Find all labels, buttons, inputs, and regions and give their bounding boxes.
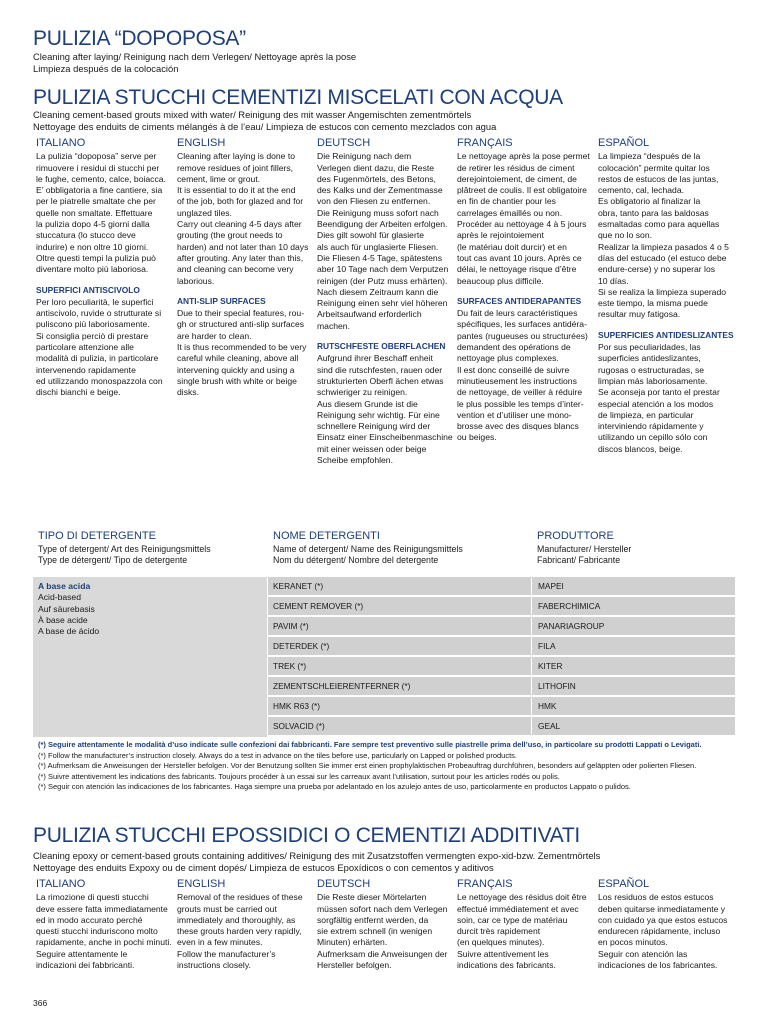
column-subheading: SUPERFICIES ANTIDESLIZANTES (598, 329, 734, 340)
detergent-name: KERANET (*) (273, 581, 324, 591)
table-header-type (38, 531, 211, 567)
section-dopoposa-subtitle-2: Limpieza después de la colocación (33, 63, 179, 74)
detergent-type-label: A base acida (38, 581, 91, 591)
table-header-translation: Fabricant/ Fabricante (537, 555, 621, 565)
column-subheading: ANTI-SLIP SURFACES (177, 295, 266, 306)
column-paragraph: Du fait de leurs caractéristiques spécifiques, les surfaces antidéra- pantes (rugueuses ou structurées) demandent des opérations de nettoyage plus complexes. Il est donc conseillé de suivre minutieusement les instructions de nettoyage, de veiller à réduire le plus possible les temps d’inter- vention et d’utiliser une mono- brosse avec des disques blancs ou beiges. (457, 308, 588, 443)
column-language-label: ENGLISH (177, 878, 226, 890)
table-header-translation: Type de détergent/ Tipo de detergente (38, 555, 188, 565)
column-paragraph: Le nettoyage après la pose permet de retirer les résidus de ciment derejointoiement, de ciment, de plâtreet de coulis. Il est obligatoire en fin de chantier pour les carrelages émaillés ou non. Procéder au nettoyage 4 à 5 jours après le rejointoiement (le matériau doit durcir) et en tout cas avant 10 jours. Après ce délai, le nettoyage risque d’être beaucoup plus difficile. (457, 151, 590, 286)
table-row (268, 597, 735, 615)
column-italiano-epoxy (36, 879, 174, 971)
table-header-title: TIPO DI DETERGENTE (38, 530, 156, 542)
detergent-name: PAVIM (*) (273, 621, 309, 631)
footnote-english: (*) Follow the manufacturer’s instruction closely. Always do a test in advance on the tiles before use, particularly on Lapped or polished products. (38, 750, 518, 760)
table-row (268, 717, 735, 735)
section-dopoposa-title: PULIZIA “DOPOPOSA” (33, 27, 246, 50)
section-cement-grout-subtitle-1: Cleaning cement-based grouts mixed with water/ Reinigung des mit wasser Angemischten zementmörtels (33, 109, 472, 120)
detergent-manufacturer: KITER (538, 661, 563, 671)
column-language-label: ENGLISH (177, 137, 226, 149)
table-column-divider (531, 577, 532, 737)
section-epoxy-grout-subtitle-2: Nettoyage des enduits Expoxy ou de ciment dopés/ Limpieza de estucos Epoxídicos o con cementos y aditivos (33, 862, 494, 873)
detergent-manufacturer: GEAL (538, 721, 561, 731)
footnote-french: (*) Suivre attentivement les indications des fabricants. Toujours procéder à un essai sur les carreaux avant l’utilisation, surtout pour les articles rodés ou polis. (38, 771, 560, 781)
column-english (177, 138, 313, 399)
column-language-label: ITALIANO (36, 878, 86, 890)
table-row (268, 697, 735, 715)
column-deutsch-epoxy (317, 879, 453, 971)
section-epoxy-grout-title: PULIZIA STUCCHI EPOSSIDICI O CEMENTIZI ADDITIVATI (33, 824, 580, 847)
table-row (268, 637, 735, 655)
column-english-epoxy (177, 879, 313, 971)
column-language-label: ITALIANO (36, 137, 86, 149)
detergent-name: HMK R63 (*) (273, 701, 321, 711)
column-espanol-epoxy (598, 879, 748, 971)
table-header-translation: Type of detergent/ Art des Reinigungsmittels (38, 543, 211, 554)
detergent-type-text (38, 581, 99, 637)
column-paragraph: Due to their special features, rou- gh or structured anti-slip surfaces are harder to clean. It is thus recommended to be very careful while cleaning, above all intervening quickly and using a single brush with white or beige disks. (177, 308, 307, 398)
footnote-spanish: (*) Seguir con atención las indicaciones de los fabricantes. Haga siempre una prueba por adelantado en los azulejo antes de uso, particolarmente en productos Lappato o pulidos. (38, 782, 631, 791)
table-row (268, 657, 735, 675)
column-subheading: RUTSCHFESTE OBERFLACHEN (317, 341, 446, 352)
column-paragraph: La rimozione di questi stucchi deve essere fatta immediatamente ed in modo accurato perché questi stucchi induriscono molto rapidamente, anche in pochi minuti. Seguire attentamente le indicazioni dei fabbricanti. (36, 892, 172, 971)
detergent-name: DETERDEK (*) (273, 641, 330, 651)
column-paragraph: Removal of the residues of these grouts must be carried out immediately and thoroughly, as these grouts harden very rapidly, even in a few minutes. Follow the manufacturer’s instructions closely. (177, 892, 303, 971)
column-paragraph: Die Reinigung nach dem Verlegen dient dazu, die Reste des Fugenmörtels, des Betons, des Kalks und der Zementmasse von den Fliesen zu entfernen. Die Reinigung muss sofort nach Beendigung der Arbeiten erfolgen. Dies gilt sowohl für glasierte als auch für unglasierte Fliesen. Die Fliesen 4-5 Tage, spätestens aber 10 Tage nach dem Verputzen reinigen (der Putz muss erhärten). Nach diesem Zeitraum kann die Reinigung einen sehr viel höheren Arbeitsaufwand erforderlich machen. (317, 151, 449, 331)
section-dopoposa-subtitle-1: Cleaning after laying/ Reinigung nach dem Verlegen/ Nettoyage après la pose (33, 51, 357, 62)
detergent-name: ZEMENTSCHLEIERENTFERNER (*) (273, 681, 411, 691)
table-header-title: NOME DETERGENTI (273, 530, 380, 542)
table-footnotes (38, 740, 738, 793)
page-number: 366 (33, 998, 48, 1008)
table-row (268, 617, 735, 635)
column-paragraph: Aufgrund ihrer Beschaff enheit sind die rutschfesten, rauen oder strukturierten Oberfl ächen etwas schwieriger zu reinigen. Aus diesem Grunde ist die Reinigung sehr wichtig. Für eine schnellere Reinigung wird der Einsatz einer Einscheibenmaschine mit einer weissen oder beige Scheibe empfohlen. (317, 353, 453, 466)
detergent-name: CEMENT REMOVER (*) (273, 601, 364, 611)
table-row (268, 577, 735, 595)
column-language-label: ESPAÑOL (598, 137, 650, 149)
column-paragraph: La pulizia “dopoposa” serve per rimuovere i residui di stucchi per le fughe, cemento, calce, boiacca. E’ obbligatoria a fine cantiere, sia per le piatrelle smaltate che per quelle non smaltate. Effettuare la pulizia dopo 4-5 giorni dalla stuccatura (lo stucco deve indurire) e non oltre 10 giorni. Oltre questi tempi la pulizia può diventare molto più laboriosa. (36, 151, 166, 275)
column-paragraph: Los residuos de estos estucos deben quitarse inmediatamente y con cuidado ya que estos estucos endurecen rápidamente, incluso en pocos minutos. Seguir con atención las indicaciones de los fabricantes. (598, 892, 728, 971)
column-language-label: DEUTSCH (317, 137, 371, 149)
section-cement-grout-title: PULIZIA STUCCHI CEMENTIZI MISCELATI CON ACQUA (33, 86, 563, 109)
column-paragraph: Cleaning after laying is done to remove residues of joint fillers, cement, lime or grout. It is essential to do it at the end of the job, both for glazed and for unglazed tiles. Carry out cleaning 4-5 days after grouting (the grout needs to harden) and not later than 10 days after grouting. Any later than this, and cleaning can become very laborious. (177, 151, 309, 286)
detergent-manufacturer: LITHOFIN (538, 681, 576, 691)
footnote-italian: (*) Seguire attentamente le modalità d’uso indicate sulle confezioni dai fabbricanti. Fare sempre test preventivo sulle piastrelle prima dell’uso, in particolare su prodotti Lappati o Levigati. (38, 740, 702, 749)
detergent-type-cell (33, 577, 267, 737)
table-row (268, 677, 735, 695)
table-header-title: PRODUTTORE (537, 530, 614, 542)
detergent-name: TREK (*) (273, 661, 307, 671)
detergent-manufacturer: FABERCHIMICA (538, 601, 601, 611)
column-francais-epoxy (457, 879, 595, 971)
column-italiano (36, 138, 172, 399)
table-header-translation: Manufacturer/ Hersteller (537, 543, 632, 554)
detergent-manufacturer: MAPEI (538, 581, 564, 591)
column-deutsch (317, 138, 453, 466)
column-paragraph: Por sus peculiaridades, las superficies antideslizantes, rugosas o estructuradas, se limpian más laboriosamente. Se aconseja por tanto el prestar especial atención a los modos de limpieza, en particular interviniendo rápidamente y utilizando un cepillo sólo con discos blancos, beige. (598, 342, 720, 454)
detergent-manufacturer: HMK (538, 701, 557, 711)
section-cement-grout-subtitle-2: Nettoyage des enduits de ciments mélangés à de l’eau/ Limpieza de estucos con cemento mezclados con agua (33, 121, 497, 132)
column-subheading: SUPERFICI ANTISCIVOLO (36, 284, 140, 295)
table-header-name (273, 531, 463, 567)
table-header-manufacturer (537, 531, 631, 567)
section-epoxy-grout-subtitle-1: Cleaning epoxy or cement-based grouts containing additives/ Reinigung des mit Zusatzstoffen vermengten expo-xid-bzw. Zementmörtels (33, 850, 601, 861)
detergent-type-translations: Acid-based Auf säurebasis À base acide A base de ácido (38, 592, 100, 637)
column-paragraph: La limpieza “después de la colocación” permite quitar los restos de estucos de las juntas, cemento, cal, lechada. Es obligatorio al finalizar la obra, tanto para las baldosas esmaltadas como para aquellas que no lo son. Realizar la limpieza pasados 4 o 5 días del estucado (el estuco debe endure-cerse) y no superar los 10 días. Si se realiza la limpieza superado este tiempo, la misma puede resultar muy fatigosa. (598, 151, 729, 320)
column-paragraph: Die Reste dieser Mörtelarten müssen sofort nach dem Verlegen sorgfältig entfernt werden, da sie extrem schnell (in wenigen Minuten) erhärten. Aufmerksam die Anweisungen der Hersteller befolgen. (317, 892, 448, 971)
column-paragraph: Le nettoyage des résidus doit être effectué immédiatement et avec soin, car ce type de matériau durcit très rapidement (en quelques minutes). Suivre attentivement les indications des fabricants. (457, 892, 587, 971)
column-francais (457, 138, 595, 444)
column-paragraph: Per loro peculiarità, le superfici antiscivolo, ruvide o strutturate si puliscono più laboriosamente. Si consiglia perciò di prestare particolare attenzione alle modalità di pulizia, in particolare intervenendo rapidamente ed utilizzando monospazzola con dischi bianchi e beige. (36, 296, 163, 398)
detergent-manufacturer: PANARIAGROUP (538, 621, 605, 631)
table-header-translation: Nom du détergent/ Nombre del detergente (273, 555, 439, 565)
detergent-manufacturer: FILA (538, 641, 556, 651)
footnote-german: (*) Aufmerksam die Anweisungen der Hersteller befolgen. Vor der Benutzung sollten Sie immer erst einen prophylaktischen Probeauftrag durchführen, besonders auf geläppten oder polierten Fliesen. (38, 761, 697, 770)
detergent-name: SOLVACID (*) (273, 721, 325, 731)
table-header-translation: Name of detergent/ Name des Reinigungsmittels (273, 543, 463, 554)
column-language-label: FRANÇAIS (457, 878, 513, 890)
column-espanol (598, 138, 748, 455)
column-subheading: SURFACES ANTIDERAPANTES (457, 295, 582, 306)
column-language-label: FRANÇAIS (457, 137, 513, 149)
column-language-label: ESPAÑOL (598, 878, 650, 890)
column-language-label: DEUTSCH (317, 878, 371, 890)
